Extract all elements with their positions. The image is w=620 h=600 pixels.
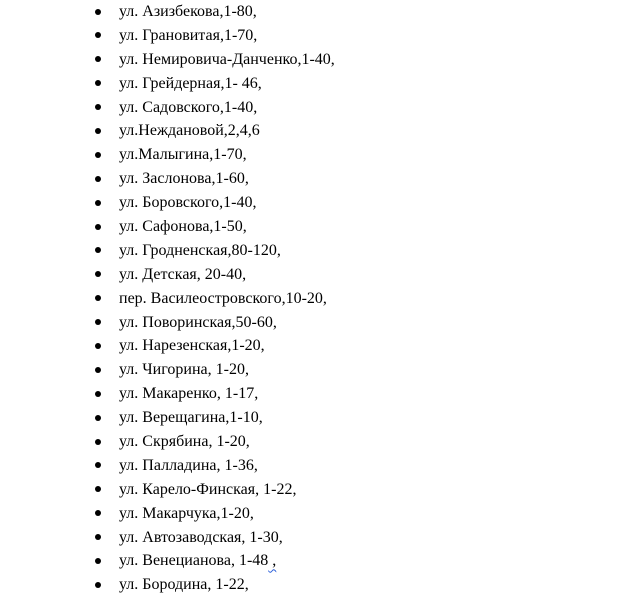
list-item-text: ул. Детская, 20-40, [119, 265, 247, 283]
list-item [0, 526, 620, 550]
list-item-text: ул. Автозаводская, 1-30, [119, 528, 283, 546]
list-item [0, 215, 620, 239]
list-item-text: ул. Боровского,1-40, [119, 194, 257, 212]
list-item [0, 549, 620, 573]
bullet-icon [95, 176, 101, 182]
list-item-text: ул.Малыгина,1-70, [119, 146, 247, 164]
bullet-icon [95, 319, 101, 325]
list-item [0, 48, 620, 72]
list-item [0, 406, 620, 430]
bullet-icon [95, 582, 101, 588]
bullet-icon [95, 224, 101, 230]
list-item-main-text: ул. Венецианова, 1-48 [119, 552, 269, 570]
list-item-text: ул. Верещагина,1-10, [119, 409, 263, 427]
bullet-icon [95, 534, 101, 540]
list-item [0, 430, 620, 454]
list-item [0, 119, 620, 143]
list-item [0, 502, 620, 526]
bullet-icon [95, 558, 101, 564]
list-item [0, 358, 620, 382]
bullet-icon [95, 200, 101, 206]
list-item-text: ул. Грановитая,1-70, [119, 26, 258, 44]
bullet-icon [95, 80, 101, 86]
list-item [0, 311, 620, 335]
list-item [0, 573, 620, 597]
list-item-text: ул. Заслонова,1-60, [119, 170, 249, 188]
list-item-text: ул. Садовского,1-40, [119, 98, 258, 116]
list-item-text [119, 549, 276, 573]
list-item-text: ул. Макарчука,1-20, [119, 504, 254, 522]
list-item [0, 382, 620, 406]
bullet-icon [95, 128, 101, 134]
list-item [0, 334, 620, 358]
bullet-icon [95, 247, 101, 253]
list-item [0, 287, 620, 311]
spellcheck-underline: , [268, 552, 277, 570]
bullet-icon [95, 415, 101, 421]
bullet-icon [95, 32, 101, 38]
list-item [0, 24, 620, 48]
bullet-icon [95, 9, 101, 15]
list-item-text: ул. Бородина, 1-22, [119, 576, 249, 594]
list-item [0, 96, 620, 120]
bullet-icon [95, 462, 101, 468]
list-item-text: ул. Азизбекова,1-80, [119, 3, 257, 20]
list-item [0, 0, 620, 24]
bullet-icon [95, 343, 101, 349]
list-item-text: ул. Макаренко, 1-17, [119, 385, 259, 403]
list-item-text: ул. Палладина, 1-36, [119, 456, 258, 474]
list-item-text: ул. Сафонова,1-50, [119, 218, 247, 236]
list-item-text: ул. Поворинская,50-60, [119, 313, 277, 331]
list-item-text: ул. Нарезенская,1-20, [119, 337, 265, 355]
list-item-text: ул. Немировича-Данченко,1-40, [119, 50, 335, 68]
bullet-icon [95, 367, 101, 373]
list-item [0, 167, 620, 191]
list-item-text: ул. Карело-Финская, 1-22, [119, 480, 297, 498]
bullet-icon [95, 439, 101, 445]
list-item [0, 72, 620, 96]
bullet-icon [95, 510, 101, 516]
list-item [0, 191, 620, 215]
bullet-icon [95, 104, 101, 110]
list-item [0, 239, 620, 263]
list-item-text: ул. Гродненская,80-120, [119, 241, 281, 259]
list-item [0, 454, 620, 478]
list-item-text: ул. Грейдерная,1- 46, [119, 74, 262, 92]
list-item-text: ул. Скрябина, 1-20, [119, 433, 250, 451]
list-item [0, 263, 620, 287]
list-item [0, 143, 620, 167]
bullet-icon [95, 295, 101, 301]
list-item [0, 478, 620, 502]
list-item-text: ул. Чигорина, 1-20, [119, 361, 249, 379]
bullet-icon [95, 271, 101, 277]
list-item-text: пер. Василеостровского,10-20, [119, 289, 327, 307]
bullet-icon [95, 391, 101, 397]
bullet-icon [95, 486, 101, 492]
bullet-icon [95, 152, 101, 158]
list-item-text: ул.Неждановой,2,4,6 [119, 122, 260, 140]
bullet-icon [95, 56, 101, 62]
